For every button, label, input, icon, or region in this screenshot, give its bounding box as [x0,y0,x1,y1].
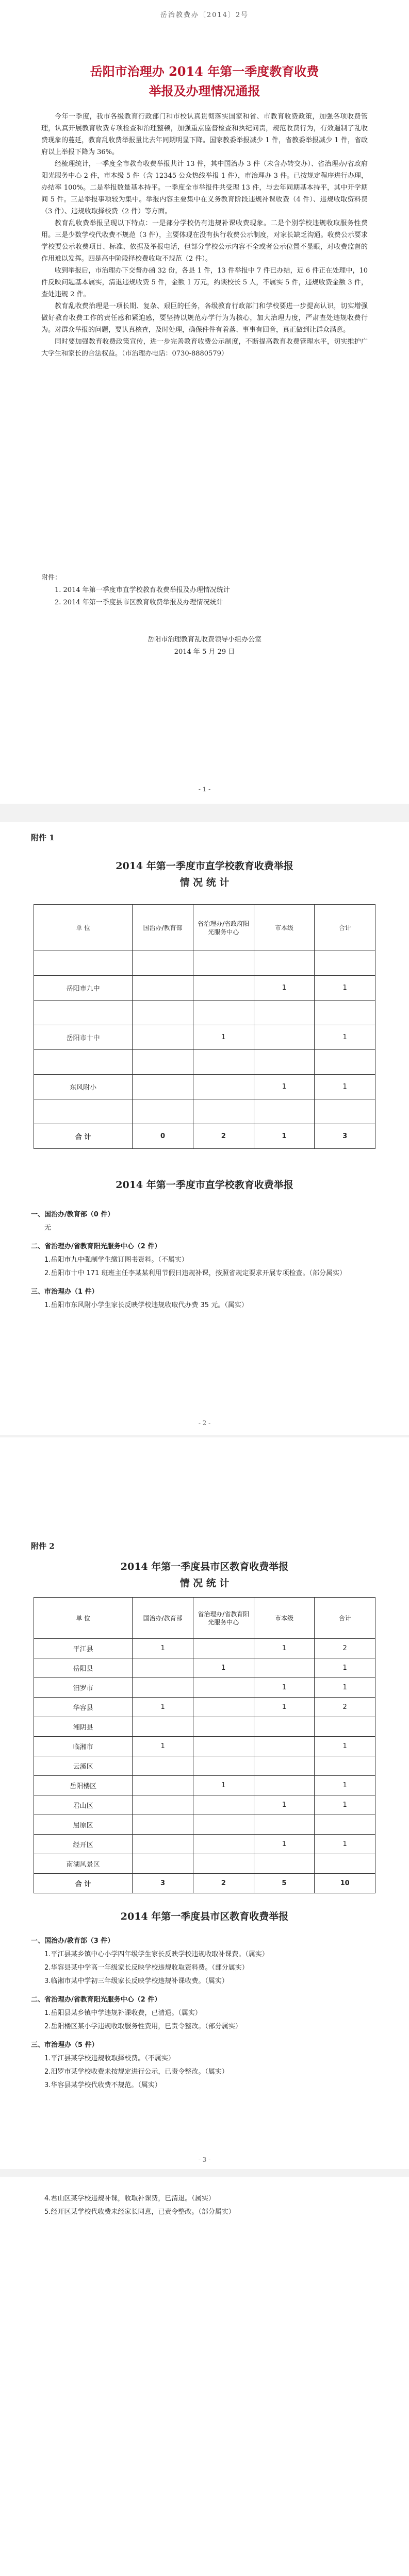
table-cell [254,1717,315,1737]
table-row [34,1815,375,1835]
table-cell [193,1717,254,1737]
table-cell [254,1854,315,1874]
detail-heading: 二、省治理办/省教育阳光服务中心（2 件） [31,1243,161,1250]
table-row [34,1737,375,1756]
table-cell: 1 [254,1075,315,1099]
table-cell [133,1854,193,1874]
detail-item: 2.岳阳楼区某小学违规收取服务性费用，已责令整改。（部分属实） [44,2023,242,2030]
table-cell [193,951,254,976]
table-cell [254,1815,315,1835]
signature-block [0,634,409,658]
table-cell: 云溪区 [34,1756,133,1776]
table-cell [133,1815,193,1835]
table-cell [133,1050,193,1075]
table-cell [193,1001,254,1025]
table-row [34,976,375,1001]
table-title-line-2: 情 况 统 计 [179,877,230,888]
detail-item: 4.君山区某学校违规补课，收取补课费，已清退。（属实） [44,2195,215,2202]
table-cell [193,1678,254,1698]
table-cell [133,1678,193,1698]
attachments-label: 附件： [41,574,62,582]
column-header: 市本级 [254,1598,315,1639]
page-2 [0,822,409,1435]
table-cell: 1 [315,1658,375,1678]
table-cell: 南湖风景区 [34,1854,133,1874]
page-1 [0,0,409,804]
table-cell [133,1025,193,1050]
table-row [34,1835,375,1854]
table-cell [193,1698,254,1717]
column-header: 省治理办/省政府阳光服务中心 [193,905,254,951]
page-number: - 2 - [198,1419,211,1427]
attachments-list [41,572,368,609]
table-cell [133,1776,193,1795]
table-cell [254,1756,315,1776]
table-cell [254,1050,315,1075]
paragraph: 今年一季度，我市各级教育行政部门和市校认真贯彻落实国家和省、市教育收费政策，加强各项收费管理，认真开展教育收费专项检查和治理整顿，加强重点监督检查和执纪问责，规范收费行为，有效遏制了乱收费现象的蔓延，教育乱收费举报量比去年同期明显下降。国家教委举报减少 1 件，省教委举报减少 1 件，省政府以上举报下降为 36%。 [41,113,368,156]
table-row [34,1854,375,1874]
table-cell: 1 [315,1795,375,1815]
table-cell [315,951,375,976]
detail-item: 2.华容县某中学高一年级家长反映学校违规收取资料费。（部分属实） [44,1964,249,1972]
column-header: 市本级 [254,905,315,951]
table-cell [133,976,193,1001]
table-cell [254,1658,315,1678]
paragraph: 同时要加强教育收费政策宣传，进一步完善教育收费公示制度，不断提高教育收费管理水平，切实维护广大学生和家长的合法权益。（市治理办电话：0730-8880579） [41,338,368,358]
table-cell: 1 [254,976,315,1001]
table-cell: 君山区 [34,1795,133,1815]
table-cell: 1 [193,1658,254,1678]
table-cell: 平江县 [34,1639,133,1658]
table-cell [193,1050,254,1075]
column-header: 单 位 [34,1598,133,1639]
table-cell: 10 [315,1874,375,1893]
table-row [34,1717,375,1737]
table-total-row [34,1874,375,1893]
table-cell [193,1099,254,1124]
table-row [34,951,375,976]
table-row [34,1001,375,1025]
table-cell: 岳阳县 [34,1658,133,1678]
table-cell [254,951,315,976]
paragraph: 教育乱收费治理是一项长期、复杂、艰巨的任务，各级教育行政部门和学校要进一步提高认识，切实增强做好教育收费工作的责任感和紧迫感，要坚持以规范办学行为为核心，加大治理力度，严肃查处违规收费行为。对群众举报的问题，要认真核查，及时处理，确保件件有着落、事事有回音，真正做到让群众满意。 [41,302,368,334]
column-header: 合计 [315,1598,375,1639]
table-cell [315,1854,375,1874]
table-cell [193,1835,254,1854]
table-cell [193,1854,254,1874]
table-row [34,1756,375,1776]
table-cell: 1 [193,1776,254,1795]
table-cell [193,1795,254,1815]
table-cell: 1 [193,1025,254,1050]
table-cell: 合 计 [34,1874,133,1893]
document-number: 岳治教费办〔2014〕2号 [160,11,249,19]
table-cell: 临湘市 [34,1737,133,1756]
table-cell: 5 [254,1874,315,1893]
page-3 [0,1437,409,2169]
table-cell: 1 [254,1124,315,1149]
stats-table [34,904,375,1149]
detail-heading: 一、国治办/教育部（0 件） [31,1211,114,1218]
table-row [34,1099,375,1124]
column-header: 省治理办/省教育阳光服务中心 [193,1598,254,1639]
table-cell [254,1025,315,1050]
table-cell: 1 [315,976,375,1001]
table-cell: 1 [254,1835,315,1854]
detail-heading: 二、省治理办/省教育阳光服务中心（2 件） [31,1996,161,2004]
table-cell [133,1099,193,1124]
table-cell [193,1737,254,1756]
table-cell: 1 [315,1075,375,1099]
table-cell [133,951,193,976]
table-cell: 经开区 [34,1835,133,1854]
table-cell: 岳阳市十中 [34,1025,133,1050]
table-cell: 3 [133,1874,193,1893]
detail-title: 2014 年第一季度市直学校教育收费举报 [116,1179,293,1191]
table-title-line-2: 情 况 统 计 [179,1578,230,1589]
table-cell [254,1099,315,1124]
table-cell [193,1075,254,1099]
attachment-label: 附件 1 [31,833,55,842]
table-cell [193,1756,254,1776]
detail-item: 1.岳阳县某乡镇中学违规补课收费，已清退。（属实） [44,2009,202,2017]
table-cell [193,1815,254,1835]
table-cell: 屈原区 [34,1815,133,1835]
table-row [34,1776,375,1795]
table-cell [315,1099,375,1124]
table-cell: 1 [254,1698,315,1717]
attachment-item: 2. 2014 年第一季度县市区教育收费举报及办理情况统计 [55,599,223,606]
detail-item: 3.华容县某学校代收费不规范。（属实） [44,2081,161,2089]
title-line-2: 举报及办理情况通报 [149,83,260,98]
detail-section [31,1203,378,1312]
table-header-row [34,1598,375,1639]
table-row [34,1658,375,1678]
table-row [34,1795,375,1815]
detail-item: 1.平江县某乡镇中心小学四年级学生家长反映学校违规收取补课费。（属实） [44,1951,269,1958]
table-row [34,1050,375,1075]
table-title-line-1: 2014 年第一季度市直学校教育收费举报 [116,860,293,872]
table-cell [133,1835,193,1854]
table-cell: 2 [193,1874,254,1893]
table-cell: 1 [254,1795,315,1815]
table-cell [254,1001,315,1025]
table-cell [34,1001,133,1025]
table-cell: 岳阳楼区 [34,1776,133,1795]
table-cell: 1 [315,1025,375,1050]
table-cell: 1 [254,1639,315,1658]
detail-item: 2.汨罗市某学校收费未按规定进行公示，已责令整改。（属实） [44,2068,228,2076]
detail-item: 2.岳阳市十中 171 班班主任李某某利用节假日违规补课，按照省规定要求开展专项检查。（部分属实） [44,1269,346,1277]
table-total-row [34,1124,375,1149]
detail-heading: 三、市治理办（5 件） [31,2041,99,2049]
attachment-item: 1. 2014 年第一季度市直学校教育收费举报及办理情况统计 [55,586,230,594]
table-cell: 2 [315,1698,375,1717]
column-header: 国治办/教育部 [133,905,193,951]
detail-heading: 三、市治理办（1 件） [31,1288,99,1296]
table-cell: 合 计 [34,1124,133,1149]
detail-heading: 一、国治办/教育部（3 件） [31,1937,114,1945]
table-cell: 湘阴县 [34,1717,133,1737]
table-cell: 0 [133,1124,193,1149]
table-row [34,1698,375,1717]
detail-item: 1.平江县某学校违规收取择校费。（不属实） [44,2055,175,2062]
column-header: 单 位 [34,905,133,951]
table-cell: 1 [315,1737,375,1756]
table-cell [133,1795,193,1815]
table-cell [315,1815,375,1835]
table-cell: 1 [315,1678,375,1698]
table-cell [315,1756,375,1776]
table-cell [193,976,254,1001]
detail-item: 1.岳阳市东风附小学生家长反映学校违规收取代办费 35 元。（属实） [44,1301,248,1309]
table-row [34,1639,375,1658]
detail-item: 无 [44,1224,52,1232]
table-cell: 汨罗市 [34,1678,133,1698]
detail-item: 5.经开区某学校代收费未经家长同意，已责令整改。（部分属实） [44,2208,235,2216]
attachment-label: 附件 2 [31,1541,55,1551]
table-title [0,1558,409,1591]
table-cell: 2 [315,1639,375,1658]
sign-organization: 岳阳市治理教育乱收费领导小组办公室 [147,636,261,643]
sign-date: 2014 年 5 月 29 日 [174,648,235,656]
title-line-1: 岳阳市治理办 2014 年第一季度教育收费 [90,64,319,79]
paragraph: 教育乱收费举报呈现以下特点：一是部分学校仍有违规补课收费现象。二是个别学校违规收取服务性费用。三是少数学校代收费不规范（3 件），主要体现在没有执行收费公示制度，对家长缺乏沟通。收费公示要求学校要公示收费项目、标准、依据及举报电话，但部分学校公示内容不全或者公示位置不显眼，对收费监督的作用难以发挥。四是高中阶段择校费收取不规范（2 件）。 [41,219,368,263]
table-cell: 1 [133,1639,193,1658]
page-number: - 1 - [198,786,211,793]
column-header: 合计 [315,905,375,951]
detail-title: 2014 年第一季度县市区教育收费举报 [120,1911,289,1922]
table-row [34,1025,375,1050]
table-cell: 1 [315,1835,375,1854]
table-header-row [34,905,375,951]
table-cell [34,951,133,976]
table-row [34,1678,375,1698]
detail-section [31,1929,378,2092]
table-cell [193,1639,254,1658]
page-4 [0,2177,409,2576]
table-cell [133,1756,193,1776]
table-cell: 1 [133,1737,193,1756]
table-cell [34,1099,133,1124]
table-cell: 1 [133,1698,193,1717]
document-title [46,62,363,101]
table-cell [254,1776,315,1795]
table-title-line-1: 2014 年第一季度县市区教育收费举报 [120,1561,289,1572]
table-cell [34,1050,133,1075]
paragraph: 经梳理统计，一季度全市教育收费举报共计 13 件，其中国治办 3 件（未含办转交办）、省治理办/省政府阳光服务中心 2 件，市本级 5 件（含 12345 公众热线举报 1 件），市治理办 3 件。已按规定程序进行办理，办结率 100%。二是举报数量基本持平。一季度全市举报件共受理 13 件，与去年同期基本持平，其中开学期间 5 件。三是举报事项较为集中。举报内容主要集中在义务教育阶段违规补课收费（4 件）、违规收取资料费（3 件）、违规收取择校费（2 件）等方面。 [41,160,368,215]
table-cell [133,1001,193,1025]
table-cell: 1 [315,1776,375,1795]
table-cell: 3 [315,1124,375,1149]
table-cell [133,1658,193,1678]
table-row [34,1075,375,1099]
column-header: 国治办/教育部 [133,1598,193,1639]
table-cell [254,1737,315,1756]
document-body [41,111,368,360]
table-title [0,858,409,891]
table-cell: 东风附小 [34,1075,133,1099]
detail-item: 1.岳阳市九中强制学生缴订图书资料。（不属实） [44,1256,188,1264]
table-cell: 1 [254,1678,315,1698]
table-cell: 华容县 [34,1698,133,1717]
page-number: - 3 - [198,2156,211,2163]
table-cell [315,1717,375,1737]
table-cell [133,1717,193,1737]
detail-continued [31,2192,378,2219]
table-cell [315,1050,375,1075]
paragraph: 收到举报后，市治理办下交督办函 32 份，各县 1 件，13 件举报中 7 件已办结，近 6 件正在处理中，10 件反映问题基本属实，清退违规收费 5 件，金额 1 万元，约谈校长 5 人，不属实 5 件，违规收费金额 3 件，查处违规 2 件。 [41,267,368,298]
table-cell [315,1001,375,1025]
table-cell: 岳阳市九中 [34,976,133,1001]
table-cell: 2 [193,1124,254,1149]
stats-table [34,1597,375,1893]
detail-item: 3.临湘市某中学初三年级家长反映学校违规补课收费。（属实） [44,1977,228,1985]
table-cell [133,1075,193,1099]
